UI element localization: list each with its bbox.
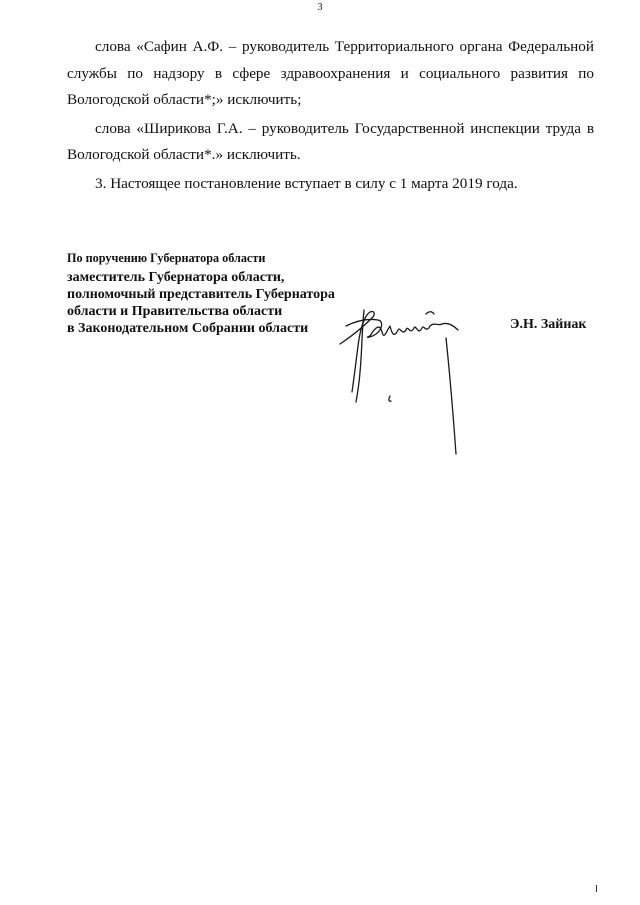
signer-name: Э.Н. Зайнак [510,317,587,332]
page-number: 3 [317,2,323,13]
position-line: области и Правительства области [67,304,283,319]
handwritten-signature [330,296,480,456]
position-line: в Законодательном Собрании области [67,321,309,336]
paragraph-effective-date: 3. Настоящее постановление вступает в силу с 1 марта 2019 года. [95,174,518,192]
paragraph-exclusion-shirikova: слова «Ширикова Г.А. – руководитель Государственной инспекции труда в Вологодской области*.» исключить. [67,119,594,163]
scan-mark [596,885,597,892]
position-line: полномочный представитель Губернатора [67,287,335,302]
position-line: заместитель Губернатора области, [67,270,285,285]
document-body [67,34,594,199]
paragraph-exclusion-safin: слова «Сафин А.Ф. – руководитель Территориального органа Федеральной службы по надзору в сфере здравоохранения и социального развития по Вологодской области*;» исключить; [67,38,594,108]
signature-block [67,250,335,337]
mandate-line: По поручению Губернатора области [67,251,266,265]
